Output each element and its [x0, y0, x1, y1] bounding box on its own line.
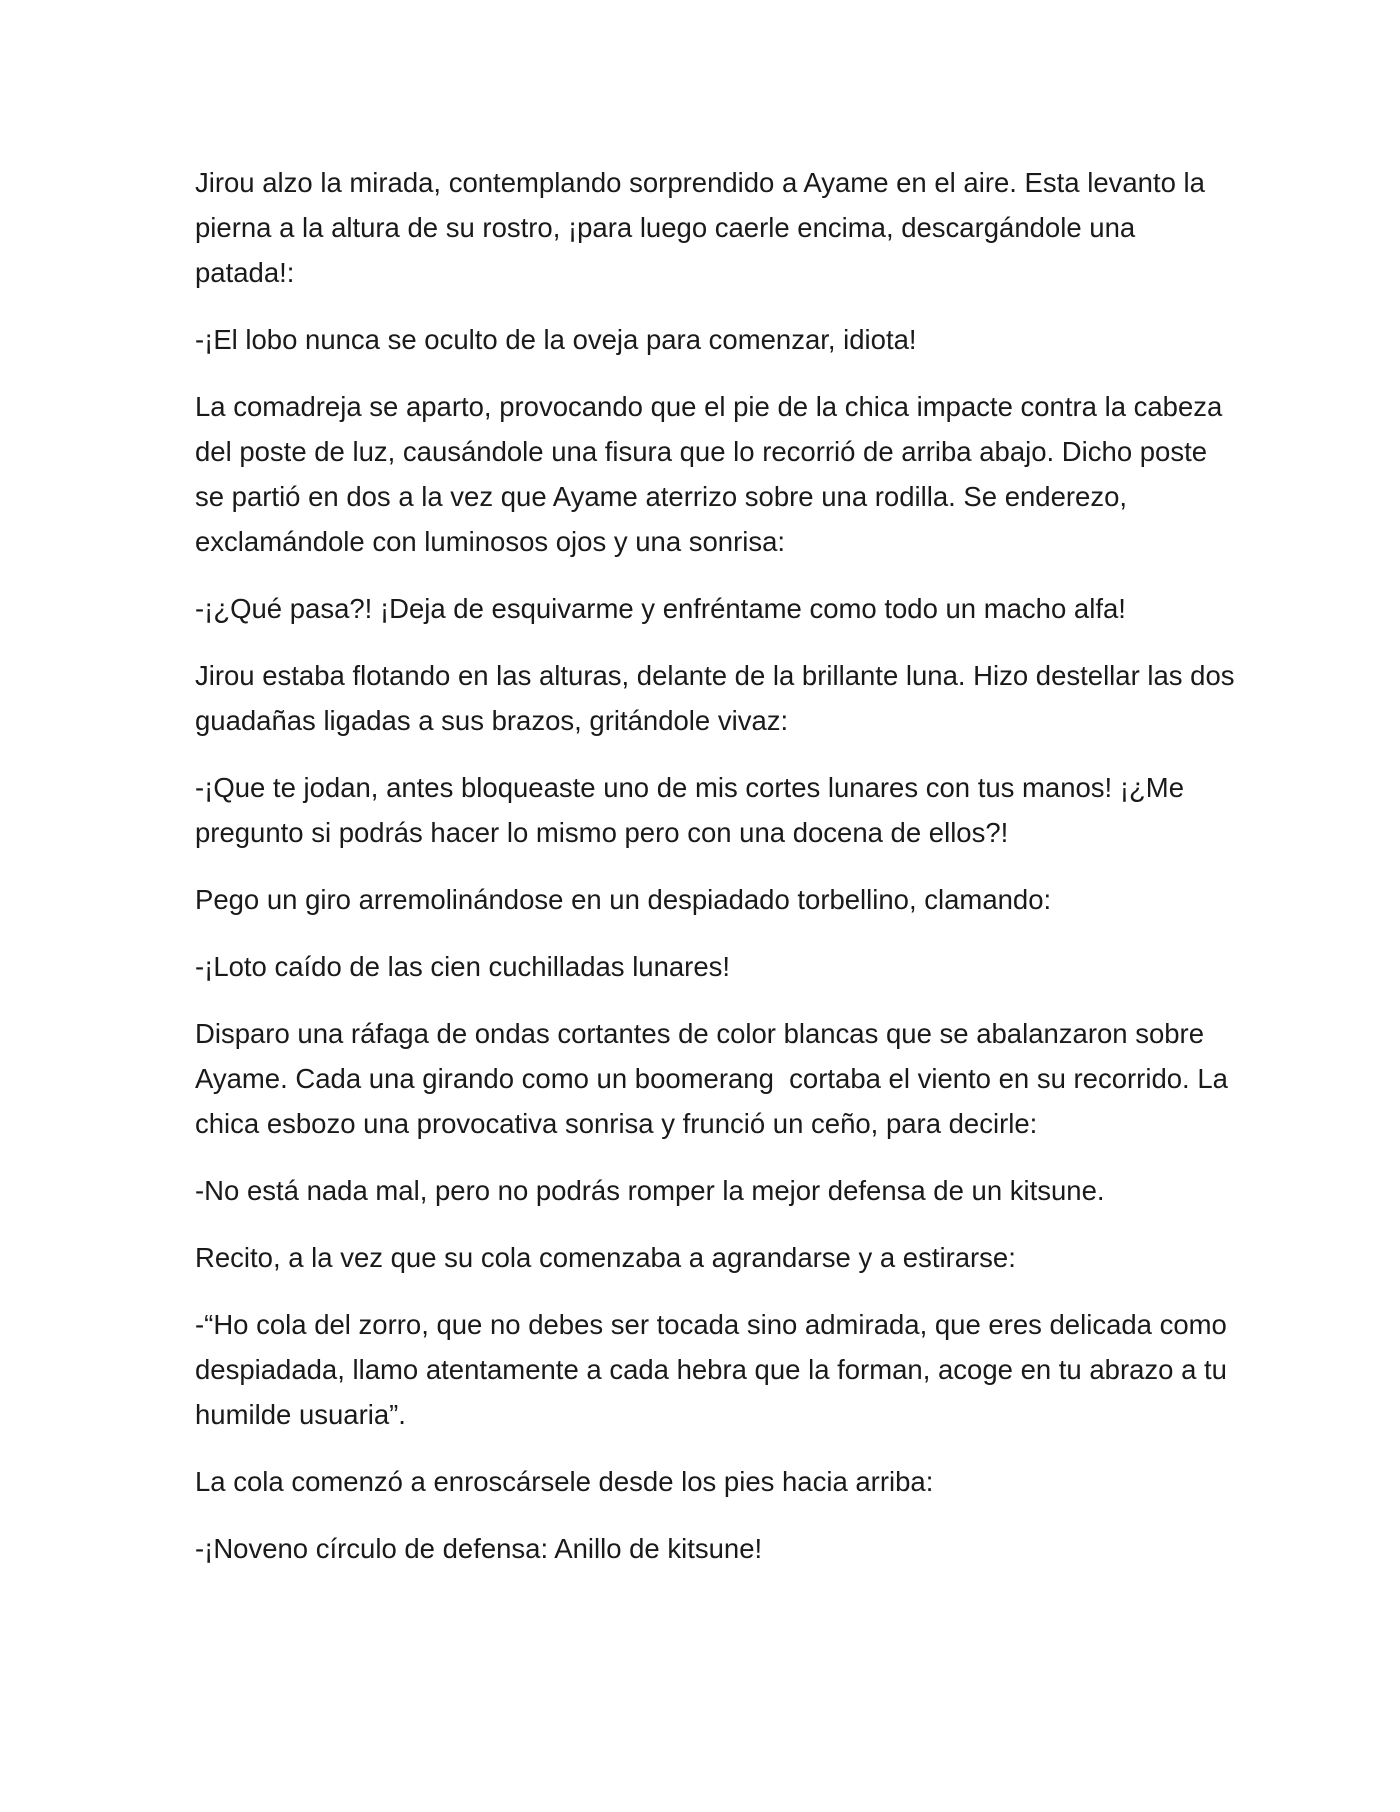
- dialogue-line: -¡¿Qué pasa?! ¡Deja de esquivarme y enfréntame como todo un macho alfa!: [195, 593, 1126, 624]
- dialogue-line: -No está nada mal, pero no podrás romper la mejor defensa de un kitsune.: [195, 1175, 1105, 1206]
- dialogue-line: -¡El lobo nunca se oculto de la oveja para comenzar, idiota!: [195, 324, 917, 355]
- dialogue-line: -¡Loto caído de las cien cuchilladas lunares!: [195, 951, 731, 982]
- paragraph: Recito, a la vez que su cola comenzaba a agrandarse y a estirarse:: [195, 1242, 1016, 1273]
- paragraph: Disparo una ráfaga de ondas cortantes de color blancas que se abalanzaron sobre Ayame. Cada una girando como un boomerang cortaba el viento en su recorrido. La chica esbozo una provocativa sonrisa y frunció un ceño, para decirle:: [195, 1018, 1236, 1139]
- paragraph: La comadreja se aparto, provocando que el pie de la chica impacte contra la cabeza del poste de luz, causándole una fisura que lo recorrió de arriba abajo. Dicho poste se partió en dos a la vez que Ayame aterrizo sobre una rodilla. Se enderezo, exclamándole con luminosos ojos y una sonrisa:: [195, 391, 1230, 557]
- dialogue-line: -¡Noveno círculo de defensa: Anillo de kitsune!: [195, 1533, 763, 1564]
- paragraph: Pego un giro arremolinándose en un despiadado torbellino, clamando:: [195, 884, 1052, 915]
- paragraph: Jirou alzo la mirada, contemplando sorprendido a Ayame en el aire. Esta levanto la pierna a la altura de su rostro, ¡para luego caerle encima, descargándole una patada!:: [195, 167, 1213, 288]
- dialogue-line: -“Ho cola del zorro, que no debes ser tocada sino admirada, que eres delicada como despiadada, llamo atentamente a cada hebra que la forman, acoge en tu abrazo a tu humilde usuaria”.: [195, 1309, 1235, 1430]
- paragraph: Jirou estaba flotando en las alturas, delante de la brillante luna. Hizo destellar las dos guadañas ligadas a sus brazos, gritándole vivaz:: [195, 660, 1243, 736]
- paragraph: La cola comenzó a enroscársele desde los pies hacia arriba:: [195, 1466, 934, 1497]
- dialogue-line: -¡Que te jodan, antes bloqueaste uno de mis cortes lunares con tus manos! ¡¿Me pregunto si podrás hacer lo mismo pero con una docena de ellos?!: [195, 772, 1192, 848]
- body-text: [195, 160, 1243, 1593]
